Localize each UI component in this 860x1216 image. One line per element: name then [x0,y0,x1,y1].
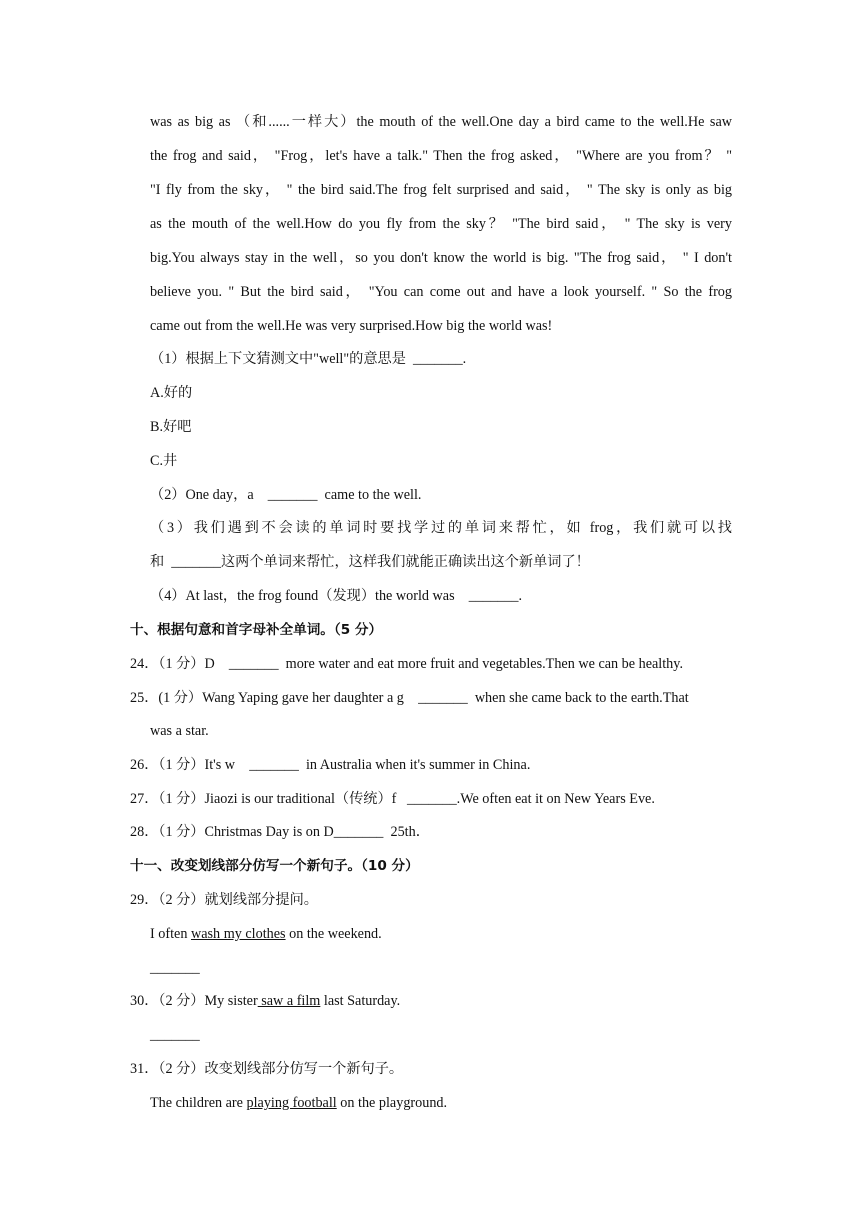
question-28: 28．（1 分）Christmas Day is on D_______ 25th． [130,824,430,840]
stem-text: 30．（2 分）My sister [130,993,258,1009]
question-1-stem: （1）根据上下文猜测文中"well"的意思是 _______. [150,351,467,367]
option-c: C.井 [150,453,178,469]
answer-blank: _______ [150,1027,200,1043]
passage-line: "I fly from the sky， " the bird said.The frog felt surprised and said， " The sky is only as big [150,182,732,198]
passage-line: came out from the well.He was very surprised.How big the world was! [150,318,553,334]
section-11-title: 十一、改变划线部分仿写一个新句子。（10 分） [130,858,419,874]
question-26: 26．（1 分）It's w _______ in Australia when it's summer in China. [130,757,531,773]
section-10-title: 十、根据句意和首字母补全单词。（5 分） [130,622,383,638]
sentence-text: on the weekend. [285,926,382,942]
question-4: （4）At last，the frog found（发现）the world was _______. [150,588,522,604]
question-24: 24．（1 分）D _______ more water and eat more fruit and vegetables.Then we can be healthy. [130,656,683,672]
question-29-stem: 29．（2 分）就划线部分提问。 [130,892,318,908]
underlined-phrase: playing football [246,1095,337,1111]
underlined-phrase: wash my clothes [190,926,286,942]
question-2: （2）One day，a _______ came to the well. [150,487,422,503]
question-31-sentence [150,1093,447,1113]
sentence-text: The children are [150,1095,247,1111]
passage-line: the frog and said， "Frog，let's have a talk." Then the frog asked， "Where are you from？ " [150,148,732,164]
answer-blank: _______ [150,960,200,976]
passage-line: as the mouth of the well.How do you fly from the sky？ "The bird said， " The sky is very [150,216,732,232]
question-25-continued: was a star. [150,723,209,739]
option-a: A.好的 [150,385,193,401]
option-b: B.好吧 [150,419,192,435]
question-3-line1: （3）我们遇到不会读的单词时要找学过的单词来帮忙，如 frog，我们就可以找 [150,520,732,536]
sentence-text: on the playground. [336,1095,448,1111]
underlined-phrase: saw a film [257,993,321,1009]
question-25: 25．(1 分）Wang Yaping gave her daughter a g _______ when she came back to the earth.That [130,690,689,706]
passage-line: was as big as （和......一样大）the mouth of the well.One day a bird came to the well.He saw [150,114,732,130]
passage-line: big.You always stay in the well，so you don't know the world is big. "The frog said， " I don't [150,250,732,266]
question-29-sentence [150,924,382,944]
question-31-stem: 31．（2 分）改变划线部分仿写一个新句子。 [130,1061,404,1077]
sentence-text: I often [150,926,191,942]
passage-line: believe you. " But the bird said， "You can come out and have a look yourself. " So the frog [150,284,732,300]
question-3-line2: 和 _______这两个单词来帮忙，这样我们就能正确读出这个新单词了！ [150,554,590,570]
stem-text: last Saturday. [320,993,401,1009]
question-27: 27．（1 分）Jiaozi is our traditional（传统）f _______.We often eat it on New Years Eve. [130,791,655,807]
question-30 [130,991,400,1011]
